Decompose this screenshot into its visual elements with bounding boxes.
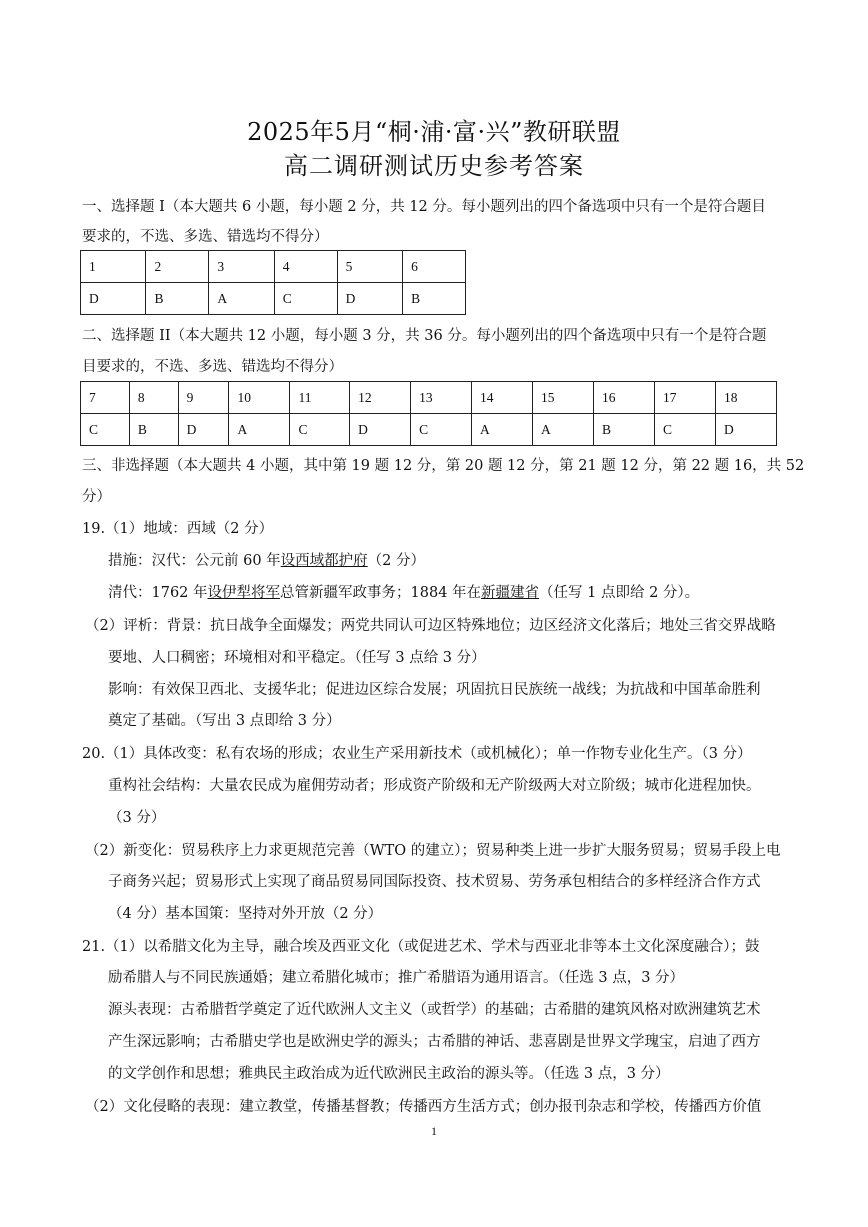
question-number-cell: 16 (594, 382, 655, 414)
question-number-cell: 14 (472, 382, 533, 414)
answer-cell: A (472, 414, 533, 446)
q20-line-3: （3 分） (108, 810, 166, 826)
answer-cell: A (209, 283, 274, 315)
question-number-cell: 1 (81, 251, 146, 283)
answer-cell: B (129, 414, 178, 446)
title-line-2: 高二调研测试历史参考答案 (284, 152, 584, 180)
q20-line-6: （4 分）基本国策：坚持对外开放（2 分） (108, 906, 383, 922)
question-number-cell: 11 (290, 382, 350, 414)
q19-line-5: 要地、人口稠密；环境相对和平稳定。（任写 3 点给 3 分） (108, 650, 486, 666)
answer-cell: C (655, 414, 716, 446)
section2-heading-cont: 目要求的，不选、多选、错选均不得分） (82, 359, 343, 375)
q19-line-2-score: （2 分） (367, 553, 426, 569)
q21-line-6: （2）文化侵略的表现：建立教堂，传播基督教；传播西方生活方式；创办报刊杂志和学校，传播西方价值 (85, 1099, 762, 1115)
q20-line-5: 子商务兴起；贸易形式上实现了商品贸易同国际投资、技术贸易、劳务承包相结合的多样经济合作方式 (108, 874, 761, 890)
q19-line-7: 奠定了基础。（写出 3 点即给 3 分） (108, 713, 341, 729)
section2-answer-table (80, 381, 777, 446)
q19-line-3-text: 清代：1762 年 (108, 585, 208, 601)
section2-heading: 二、选择题 II（本大题共 12 小题，每小题 3 分，共 36 分。每小题列出的四个备选项中只有一个是符合题 (82, 328, 767, 344)
q19-underlined-answer-2: 设伊犁将军 (207, 585, 281, 601)
answer-cell: D (81, 283, 146, 315)
q19-line-3-score: （任写 1 点即给 2 分）。 (539, 585, 700, 601)
question-number-cell: 9 (178, 382, 229, 414)
q19-line-3 (108, 583, 699, 603)
section1-heading-cont: 要求的，不选、多选、错选均不得分） (82, 229, 329, 245)
q19-underlined-answer-3: 新疆建省 (481, 585, 540, 601)
q19-underlined-answer: 设西域都护府 (280, 553, 368, 569)
answer-cell: B (403, 283, 466, 315)
section3-heading-cont: 分） (82, 489, 111, 505)
q19-line-3-mid: 总管新疆军政事务；1884 年在 (280, 585, 482, 601)
question-number-cell: 15 (533, 382, 594, 414)
answer-cell: B (594, 414, 655, 446)
answer-cell: A (533, 414, 594, 446)
q19-line-2 (108, 551, 425, 571)
question-number-cell: 12 (350, 382, 411, 414)
answer-cell: C (81, 414, 130, 446)
section3-heading: 三、非选择题（本大题共 4 小题，其中第 19 题 12 分，第 20 题 12 分，第 21 题 12 分，第 22 题 16，共 52 (82, 458, 805, 474)
answer-cell: C (290, 414, 350, 446)
q21-line-1: 21.（1）以希腊文化为主导，融合埃及西亚文化（或促进艺术、学术与西亚北非等本土文化深度融合）；鼓 (82, 939, 760, 955)
question-number-cell: 13 (411, 382, 472, 414)
q19-line-2-text: 措施：汉代：公元前 60 年 (108, 553, 281, 569)
answer-cell: B (146, 283, 209, 315)
question-number-cell: 7 (81, 382, 130, 414)
answer-cell: D (178, 414, 229, 446)
q21-line-3: 源头表现：古希腊哲学奠定了近代欧洲人文主义（或哲学）的基础；古希腊的建筑风格对欧洲建筑艺术 (108, 1002, 761, 1018)
answer-cell: A (229, 414, 290, 446)
q19-line-6: 影响：有效保卫西北、支援华北；促进边区综合发展；巩固抗日民族统一战线；为抗战和中国革命胜利 (108, 682, 761, 698)
answer-cell: C (411, 414, 472, 446)
q21-line-5: 的文学创作和思想；雅典民主政治成为近代欧洲民主政治的源头等。（任选 3 点，3 分） (108, 1066, 670, 1082)
question-number-cell: 4 (274, 251, 337, 283)
question-number-cell: 3 (209, 251, 274, 283)
question-number-cell: 8 (129, 382, 178, 414)
answer-cell: D (337, 283, 402, 315)
q19-line-4: （2）评析：背景：抗日战争全面爆发；两党共同认可边区特殊地位；边区经济文化落后；地处三省交界战略 (85, 618, 776, 634)
question-number-cell: 18 (715, 382, 776, 414)
title-line-1: 2025年5月“桐·浦·富·兴”教研联盟 (247, 118, 621, 146)
q21-line-2: 励希腊人与不同民族通婚；建立希腊化城市；推广希腊语为通用语言。（任选 3 点，3 分） (108, 970, 685, 986)
answer-cell: D (715, 414, 776, 446)
answer-cell: D (350, 414, 411, 446)
page-number: 1 (431, 1124, 437, 1138)
question-number-cell: 2 (146, 251, 209, 283)
question-number-cell: 17 (655, 382, 716, 414)
q21-line-4: 产生深远影响；古希腊史学也是欧洲史学的源头；古希腊的神话、悲喜剧是世界文学瑰宝，启迪了西方 (108, 1034, 761, 1050)
q20-line-1: 20.（1）具体改变：私有农场的形成；农业生产采用新技术（或机械化）；单一作物专业化生产。（3 分） (82, 746, 752, 762)
q20-line-2: 重构社会结构：大量农民成为雇佣劳动者；形成资产阶级和无产阶级两大对立阶级；城市化进程加快。 (108, 778, 761, 794)
question-number-cell: 5 (337, 251, 402, 283)
question-number-cell: 6 (403, 251, 466, 283)
section1-heading: 一、选择题 I（本大题共 6 小题，每小题 2 分，共 12 分。每小题列出的四个备选项中只有一个是符合题目 (82, 199, 766, 215)
section1-answer-table (80, 250, 466, 315)
q20-line-4: （2）新变化：贸易秩序上力求更规范完善（WTO 的建立）；贸易种类上进一步扩大服务贸易；贸易手段上电 (85, 843, 781, 859)
q19-line-1: 19.（1）地域：西域（2 分） (82, 521, 274, 537)
question-number-cell: 10 (229, 382, 290, 414)
answer-cell: C (274, 283, 337, 315)
